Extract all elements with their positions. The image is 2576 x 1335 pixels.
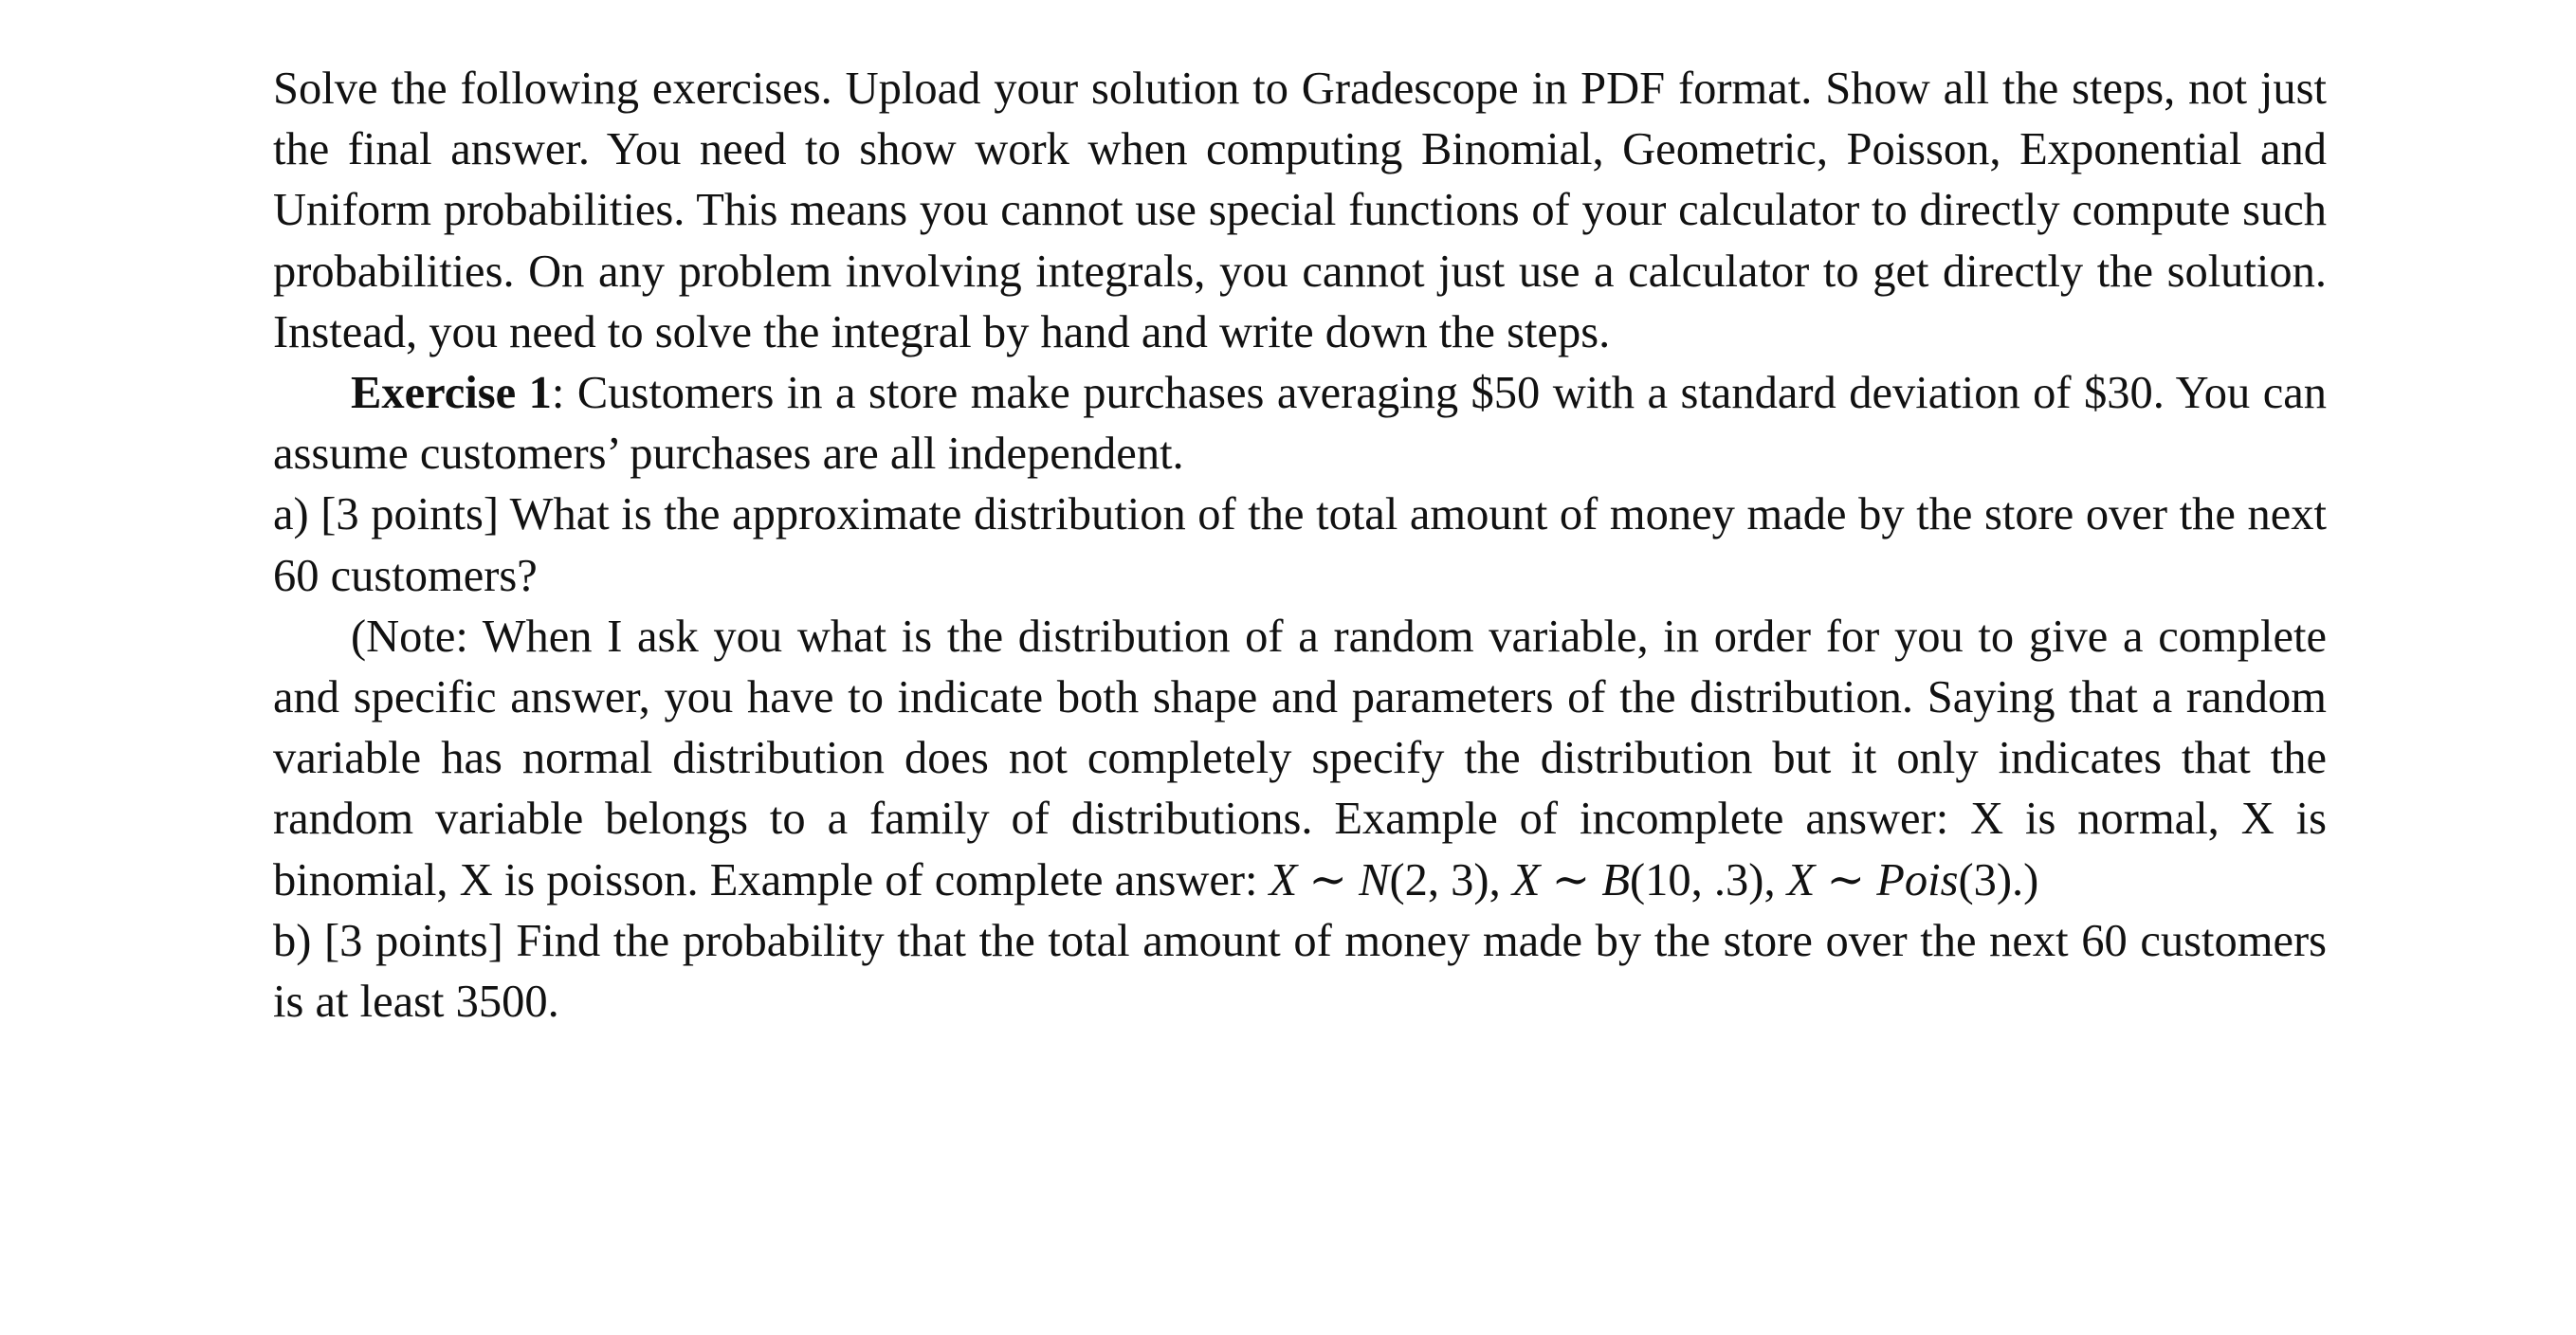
example-3-distribution: Pois — [1876, 854, 1959, 905]
example-2-tilde: ∼ — [1540, 854, 1602, 905]
example-2-parameters: (10, .3), — [1630, 854, 1776, 905]
example-3-parameters: (3).) — [1958, 854, 2039, 905]
example-2-variable: X — [1511, 854, 1541, 905]
distribution-note-text: (Note: When I ask you what is the distribution of a random variable, in order for you to give a complete and specific answer, you have to indicate both shape and parameters of the distribution. Saying that a random variable has normal distribution does not completely specify the distribution but it only indicates that the random variable belongs to a family of distributions. Example of incomplete answer: X is normal, X is binomial, X is poisson. Example of complete answer: — [273, 611, 2327, 905]
exercise-1-heading: Exercise 1 — [351, 368, 552, 419]
example-1-variable: X — [1269, 854, 1298, 905]
exercise-1-statement-text: Customers in a store make purchases averaging $50 with a standard deviation of $30. You can assume customers’ purchases are all independent. — [273, 368, 2328, 480]
intro-paragraph: Solve the following exercises. Upload your solution to Gradescope in PDF format. Show all the steps, not just the final answer. You need to show work when computing Binomial, Geometric, Poisson, Exponential and Uniform probabilities. This means you cannot use special functions of your calculator to directly compute such probabilities. On any problem involving integrals, you cannot just use a calculator to get directly the solution. Instead, you need to solve the integral by hand and write down the steps. — [273, 64, 2327, 357]
document-page — [273, 59, 2327, 1033]
example-1-parameters: (2, 3), — [1389, 854, 1501, 905]
example-2-distribution: B — [1601, 854, 1631, 905]
exercise-1-part-b: b) [3 points] Find the probability that the total amount of money made by the store over the next 60 customers is at least 3500. — [273, 915, 2327, 1028]
example-1-tilde: ∼ — [1297, 854, 1360, 905]
example-3-variable: X — [1786, 854, 1816, 905]
distribution-note — [273, 607, 2327, 911]
exercise-1-part-a: a) [3 points] What is the approximate distribution of the total amount of money made by the store over the next 60 customers? — [273, 489, 2327, 601]
example-1-distribution: N — [1359, 854, 1390, 905]
exercise-1-heading-colon: : — [551, 368, 565, 419]
complete-answer-examples — [1270, 855, 2039, 905]
exercise-1-statement — [273, 363, 2327, 485]
example-3-tilde: ∼ — [1815, 854, 1877, 905]
